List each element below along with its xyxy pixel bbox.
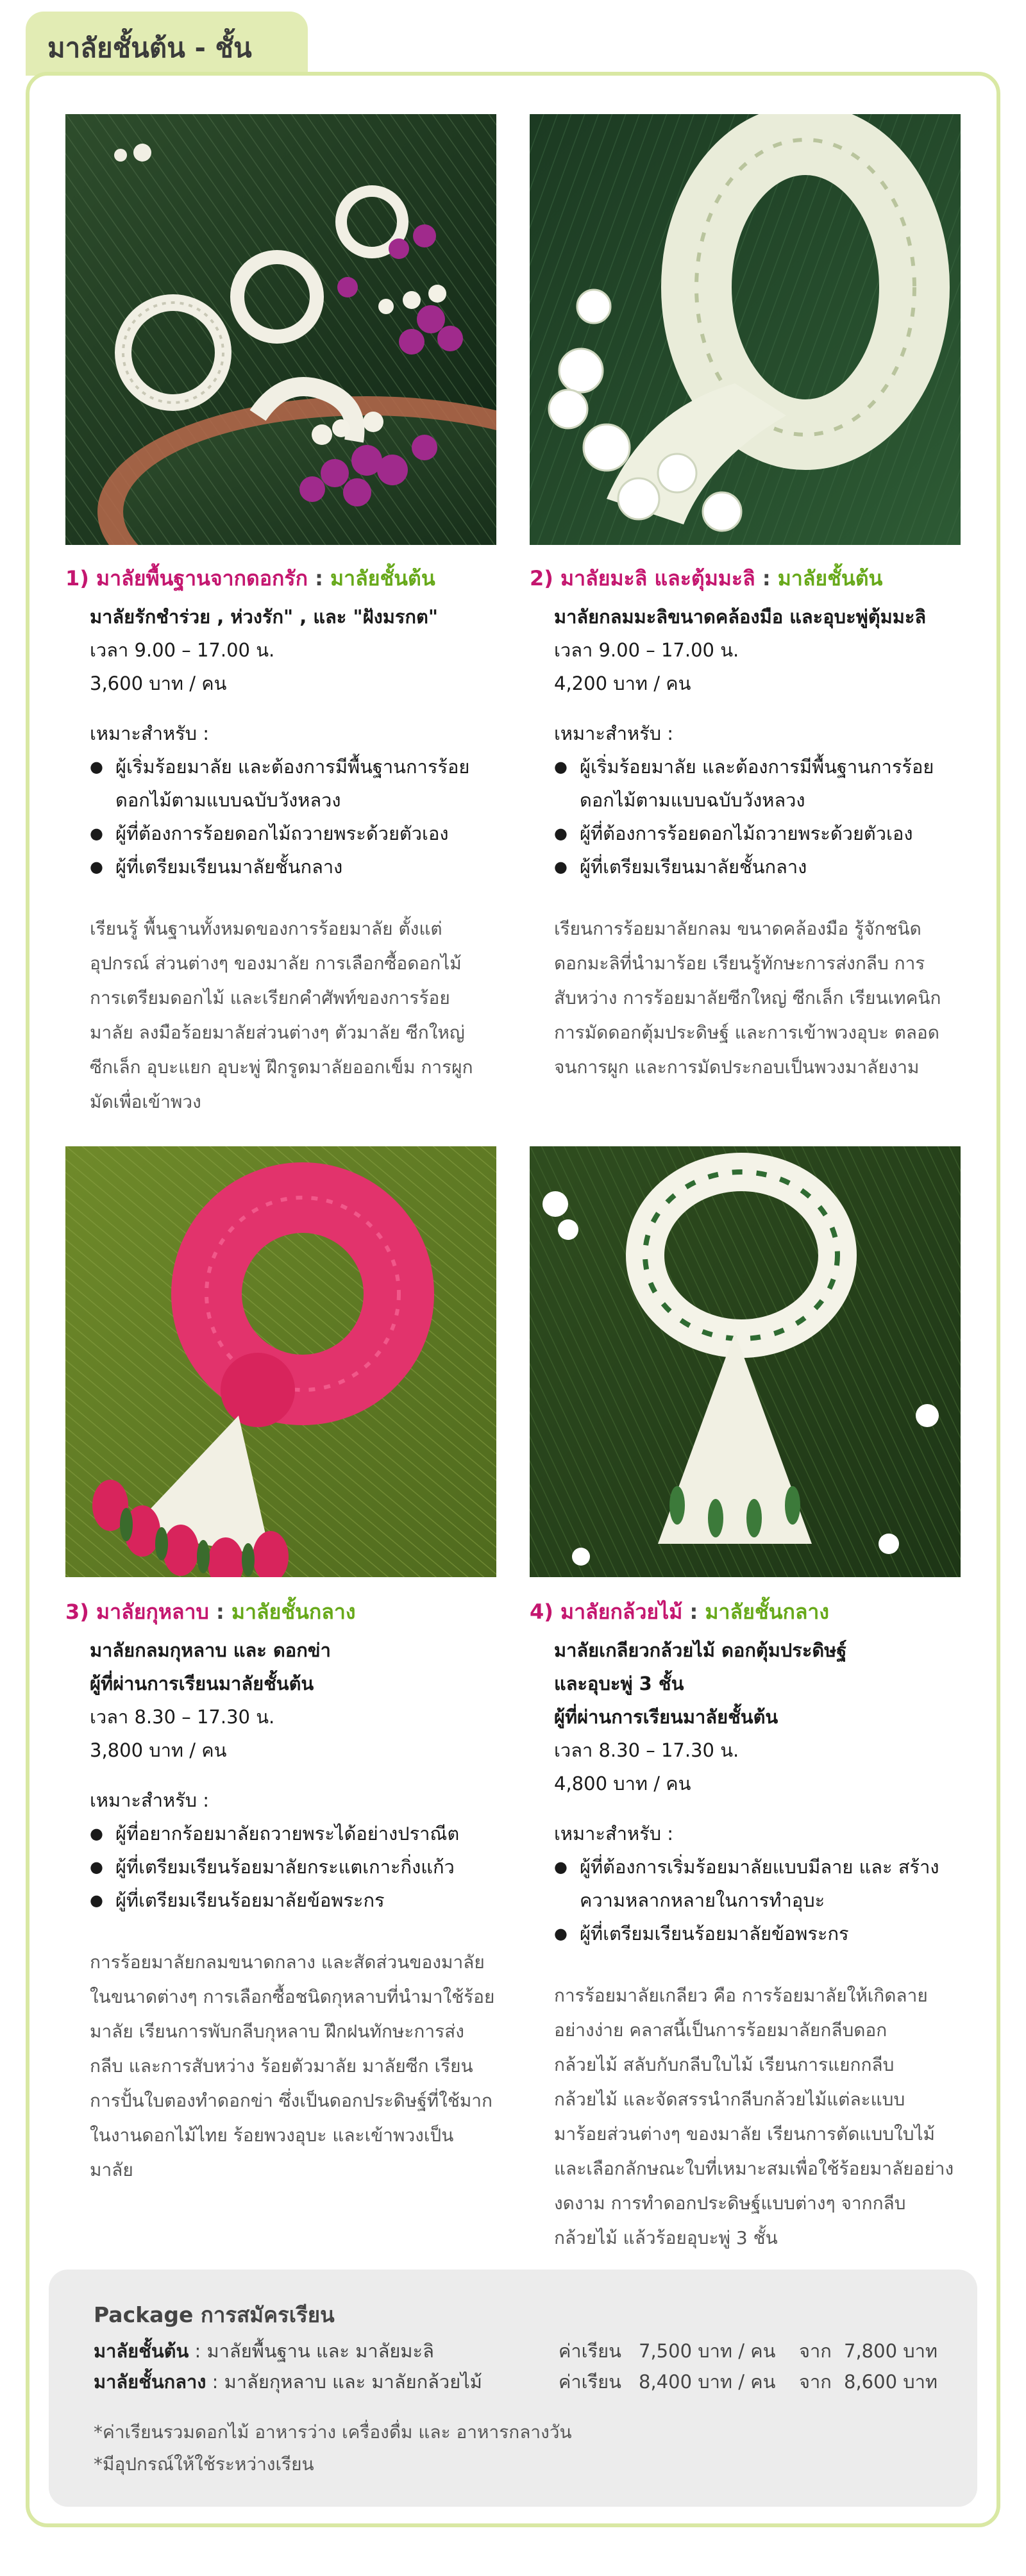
desc-line: สับหว่าง การร้อยมาลัยซีกใหญ่ ซีกเล็ก เรียนเทคนิก bbox=[554, 987, 941, 1008]
section-tab bbox=[26, 12, 308, 76]
package-price: 7,500 บาท / คน bbox=[639, 2340, 776, 2362]
package-row-intermediate bbox=[94, 2367, 938, 2396]
course-2-price: 4,200 บาท / คน bbox=[554, 673, 691, 694]
course-4 bbox=[530, 1596, 979, 2255]
course-1-photo bbox=[65, 114, 496, 545]
course-2-number: 2) bbox=[530, 566, 553, 590]
list-item: ● ผู้ที่เตรียมเรียนมาลัยชั้นกลาง bbox=[90, 850, 514, 883]
package-detail: : มาลัยพื้นฐาน และ มาลัยมะลิ bbox=[189, 2340, 434, 2362]
course-1-description bbox=[65, 912, 514, 1119]
desc-line: การปั้นใบตองทำดอกข่า ซึ่งเป็นดอกประดิษฐ์ที่ใช้มาก bbox=[90, 2090, 492, 2111]
course-3-number: 3) bbox=[65, 1600, 89, 1624]
course-3-suitable bbox=[65, 1784, 514, 1817]
course-1-info bbox=[65, 600, 514, 700]
course-4-name: มาลัยกล้วยไม้ bbox=[560, 1600, 683, 1624]
suitable-label: เหมาะสำหรับ : bbox=[554, 723, 674, 744]
suitable-label: เหมาะสำหรับ : bbox=[90, 723, 210, 744]
course-4-time: เวลา 8.30 – 17.30 น. bbox=[554, 1739, 739, 1761]
desc-line: เรียนการร้อยมาลัยกลม ขนาดคล้องมือ รู้จักชนิด bbox=[554, 918, 921, 939]
package-detail: : มาลัยกุหลาบ และ มาลัยกล้วยไม้ bbox=[206, 2371, 482, 2393]
desc-line: งดงาม การทำดอกประดิษฐ์แบบต่างๆ จากกลีบ bbox=[554, 2193, 906, 2214]
course-3-info bbox=[65, 1634, 514, 1767]
course-2 bbox=[530, 563, 979, 1085]
course-4-prereq: ผู้ที่ผ่านการเรียนมาลัยชั้นต้น bbox=[554, 1706, 778, 1728]
course-1-suitable bbox=[65, 717, 514, 750]
course-3-photo bbox=[65, 1146, 496, 1577]
list-item: ● ผู้เริ่มร้อยมาลัย และต้องการมีพื้นฐานการร้อย ดอกไม้ตามแบบฉบับวังหลวง bbox=[554, 750, 979, 817]
package-note-1: *ค่าเรียนรวมดอกไม้ อาหารว่าง เครื่องดื่ม และ อาหารกลางวัน bbox=[94, 2421, 572, 2443]
desc-line: กล้วยไม้ และจัดสรรนำกลีบกล้วยไม้แต่ละแบบ bbox=[554, 2089, 905, 2110]
section-title: มาลัยชั้นต้น - ชั้น bbox=[47, 32, 252, 63]
course-3-name: มาลัยกุหลาบ bbox=[96, 1600, 209, 1624]
course-3-suitable-list bbox=[65, 1817, 514, 1917]
desc-line: กล้วยไม้ สลับกับกลีบใบไม้ เรียนการแยกกลีบ bbox=[554, 2054, 895, 2075]
course-4-level: มาลัยชั้นกลาง bbox=[705, 1600, 830, 1624]
package-original-price: 7,800 บาท bbox=[844, 2340, 938, 2362]
list-item: ● ผู้ที่ต้องการร้อยดอกไม้ถวายพระด้วยตัวเอง bbox=[90, 817, 514, 850]
desc-line: มัดเพื่อเข้าพวง bbox=[90, 1091, 201, 1112]
desc-line: ดอกมะลิที่นำมาร้อย เรียนรู้ทักษะการส่งกลีบ การ bbox=[554, 953, 925, 974]
desc-line: การเตรียมดอกไม้ และเรียกคำศัพท์ของการร้อย bbox=[90, 987, 450, 1008]
suitable-label: เหมาะสำหรับ : bbox=[90, 1789, 210, 1811]
desc-line: อย่างง่าย คลาสนี้เป็นการร้อยมาลัยกลีบดอก bbox=[554, 2020, 887, 2041]
package-original-price: 8,600 บาท bbox=[844, 2371, 938, 2393]
course-2-name: มาลัยมะลิ และตุ้มมะลิ bbox=[560, 566, 755, 590]
package-box bbox=[49, 2270, 977, 2507]
course-1-title: 1) มาลัยพื้นฐานจากดอกรัก : มาลัยชั้นต้น bbox=[65, 566, 435, 590]
course-4-price: 4,800 บาท / คน bbox=[554, 1773, 691, 1794]
course-4-info bbox=[530, 1634, 979, 1800]
course-1-price: 3,600 บาท / คน bbox=[90, 673, 227, 694]
course-2-level: มาลัยชั้นต้น bbox=[777, 566, 883, 590]
from-label: จาก bbox=[799, 2340, 832, 2362]
desc-line: การมัดดอกตุ้มประดิษฐ์ และการเข้าพวงอุบะ ตลอด bbox=[554, 1022, 939, 1043]
course-3-time: เวลา 8.30 – 17.30 น. bbox=[90, 1706, 275, 1728]
list-item: ● ผู้ที่อยากร้อยมาลัยถวายพระได้อย่างปราณีต bbox=[90, 1817, 514, 1850]
list-item: ● ผู้เริ่มร้อยมาลัย และต้องการมีพื้นฐานการร้อย ดอกไม้ตามแบบฉบับวังหลวง bbox=[90, 750, 514, 817]
fee-label: ค่าเรียน bbox=[559, 2340, 621, 2362]
course-4-title: 4) มาลัยกล้วยไม้ : มาลัยชั้นกลาง bbox=[530, 1600, 830, 1624]
list-item: ● ผู้ที่เตรียมเรียนร้อยมาลัยกระแตเกาะกิ่งแก้ว bbox=[90, 1850, 514, 1884]
course-2-subtitle: มาลัยกลมมะลิขนาดคล้องมือ และอุบะพู่ตุ้มมะลิ bbox=[554, 606, 927, 628]
desc-line: จนการผูก และการมัดประกอบเป็นพวงมาลัยงาม bbox=[554, 1057, 920, 1078]
desc-line: ในงานดอกไม้ไทย ร้อยพวงอุบะ และเข้าพวงเป็น bbox=[90, 2125, 454, 2146]
course-4-suitable-list bbox=[530, 1850, 979, 1950]
course-4-description bbox=[530, 1978, 979, 2255]
fee-label: ค่าเรียน bbox=[559, 2371, 621, 2393]
desc-line: มาลัย ลงมือร้อยมาลัยส่วนต่างๆ ตัวมาลัย ซีกใหญ่ bbox=[90, 1022, 465, 1043]
desc-line: มาร้อยส่วนต่างๆ ของมาลัย เรียนการตัดแบบใบไม้ bbox=[554, 2123, 936, 2145]
course-1-number: 1) bbox=[65, 566, 89, 590]
list-item: ● ผู้ที่ต้องการร้อยดอกไม้ถวายพระด้วยตัวเอง bbox=[554, 817, 979, 850]
course-4-subtitle: มาลัยเกลียวกล้วยไม้ ดอกตุ้มประดิษฐ์ bbox=[554, 1639, 847, 1661]
package-note-2: *มีอุปกรณ์ให้ใช้ระหว่างเรียน bbox=[94, 2454, 314, 2475]
course-3-title: 3) มาลัยกุหลาบ : มาลัยชั้นกลาง bbox=[65, 1600, 356, 1624]
course-1-name: มาลัยพื้นฐานจากดอกรัก bbox=[96, 566, 308, 590]
course-2-suitable-list bbox=[530, 750, 979, 883]
course-3-level: มาลัยชั้นกลาง bbox=[231, 1600, 356, 1624]
desc-line: ซีกเล็ก อุบะแยก อุบะพู่ ฝึกรูดมาลัยออกเข็ม การผูก bbox=[90, 1057, 473, 1078]
course-2-time: เวลา 9.00 – 17.00 น. bbox=[554, 639, 739, 661]
package-price: 8,400 บาท / คน bbox=[639, 2371, 776, 2393]
course-4-number: 4) bbox=[530, 1600, 553, 1624]
course-1-time: เวลา 9.00 – 17.00 น. bbox=[90, 639, 275, 661]
course-3-description bbox=[65, 1945, 514, 2187]
package-title: Package การสมัครเรียน bbox=[94, 2302, 335, 2327]
desc-line: อุปกรณ์ ส่วนต่างๆ ของมาลัย การเลือกซื้อดอกไม้ bbox=[90, 953, 462, 974]
course-4-photo bbox=[530, 1146, 961, 1577]
package-row-basic bbox=[94, 2336, 938, 2366]
desc-line: มาลัย bbox=[90, 2159, 133, 2180]
course-2-title: 2) มาลัยมะลิ และตุ้มมะลิ : มาลัยชั้นต้น bbox=[530, 566, 883, 590]
suitable-label: เหมาะสำหรับ : bbox=[554, 1823, 674, 1844]
desc-line: การร้อยมาลัยกลมขนาดกลาง และสัดส่วนของมาลัย bbox=[90, 1952, 485, 1973]
course-2-photo bbox=[530, 114, 961, 545]
list-item: ● ผู้ที่ต้องการเริ่มร้อยมาลัยแบบมีลาย และ สร้าง ความหลากหลายในการทำอุบะ bbox=[554, 1850, 979, 1917]
from-label: จาก bbox=[799, 2371, 832, 2393]
desc-line: และเลือกลักษณะใบที่เหมาะสมเพื่อใช้ร้อยมาลัยอย่าง bbox=[554, 2158, 954, 2179]
course-1-level: มาลัยชั้นต้น bbox=[330, 566, 435, 590]
desc-line: มาลัย เรียนการพับกลีบกุหลาบ ฝึกฝนทักษะการส่ง bbox=[90, 2021, 464, 2042]
list-item: ● ผู้ที่เตรียมเรียนมาลัยชั้นกลาง bbox=[554, 850, 979, 883]
course-3-subtitle: มาลัยกลมกุหลาบ และ ดอกข่า bbox=[90, 1639, 331, 1661]
course-2-description bbox=[530, 912, 979, 1085]
course-1 bbox=[65, 563, 514, 1119]
desc-line: ในขนาดต่างๆ การเลือกซื้อชนิดกุหลาบที่นำมาใช้ร้อย bbox=[90, 1986, 495, 2007]
desc-line: การร้อยมาลัยเกลียว คือ การร้อยมาลัยให้เกิดลาย bbox=[554, 1985, 928, 2006]
course-3-price: 3,800 บาท / คน bbox=[90, 1739, 227, 1761]
course-1-suitable-list bbox=[65, 750, 514, 883]
list-item: ● ผู้ที่เตรียมเรียนร้อยมาลัยข้อพระกร bbox=[90, 1884, 514, 1917]
course-3-prereq: ผู้ที่ผ่านการเรียนมาลัยชั้นต้น bbox=[90, 1673, 314, 1694]
course-2-suitable bbox=[530, 717, 979, 750]
course-4-subtitle-2: และอุบะพู่ 3 ชั้น bbox=[554, 1673, 684, 1694]
course-1-subtitle: มาลัยรักชำร่วย , ห่วงรัก" , และ "ฝังมรกต" bbox=[90, 606, 438, 628]
desc-line: เรียนรู้ พื้นฐานทั้งหมดของการร้อยมาลัย ตั้งแต่ bbox=[90, 918, 442, 939]
course-2-info bbox=[530, 600, 979, 700]
course-3 bbox=[65, 1596, 514, 2187]
package-level: มาลัยชั้นกลาง bbox=[94, 2371, 206, 2393]
desc-line: กล้วยไม้ แล้วร้อยอุบะพู่ 3 ชั้น bbox=[554, 2227, 778, 2248]
list-item: ● ผู้ที่เตรียมเรียนร้อยมาลัยข้อพระกร bbox=[554, 1917, 979, 1950]
desc-line: กลีบ และการสับหว่าง ร้อยตัวมาลัย มาลัยซีก เรียน bbox=[90, 2055, 473, 2077]
package-level: มาลัยชั้นต้น bbox=[94, 2340, 189, 2362]
course-4-suitable bbox=[530, 1817, 979, 1850]
